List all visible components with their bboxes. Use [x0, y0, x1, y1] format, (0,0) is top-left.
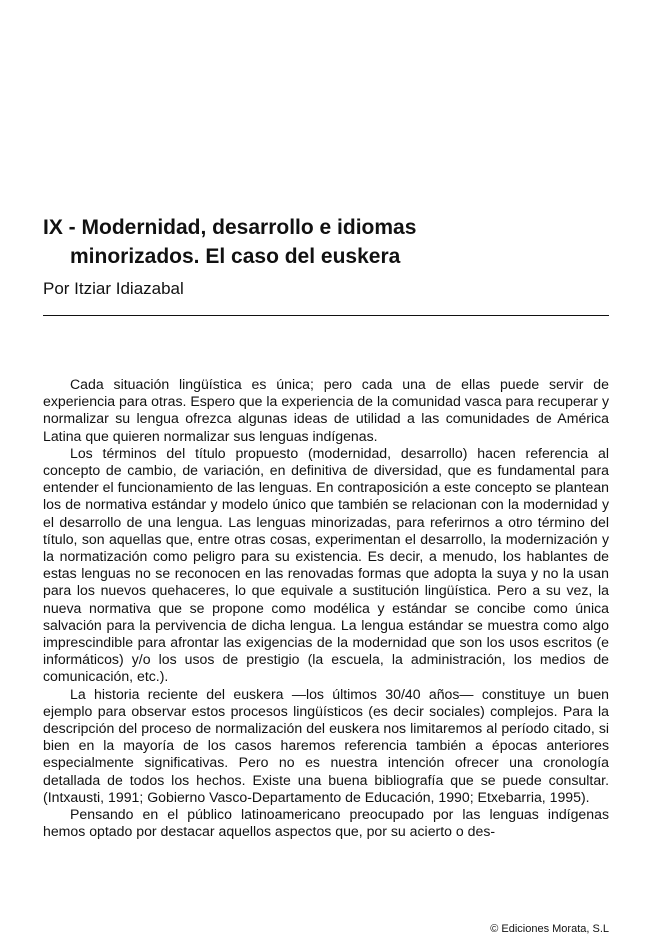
paragraph: La historia reciente del euskera —los últimos 30/40 años— constituye un buen ejemplo para observar estos procesos lingüísticos (es decir sociales) complejos. Para la descripción del proceso de normalización del euskera nos limitaremos al período citado, si bien en la mayoría de los casos haremos referencia también a épocas anteriores especialmente significativas. Pero no es nuestra intención ofrecer una cronología detallada de todos los hechos. Existe una buena bibliografía que se puede consultar. (Intxausti, 1991; Gobierno Vasco-Departamento de Educación, 1990; Etxebarria, 1995).	[43, 685, 609, 805]
title-divider	[43, 315, 609, 316]
chapter-title-line-2: minorizados. El caso del euskera	[70, 245, 401, 268]
body-text	[43, 376, 609, 840]
chapter-title	[43, 213, 613, 271]
chapter-title-line-1: IX - Modernidad, desarrollo e idiomas	[43, 216, 417, 239]
author-byline: Por Itziar Idiazabal	[43, 279, 184, 298]
paragraph: Cada situación lingüística es única; pero cada una de ellas puede servir de experiencia para otras. Espero que la experiencia de la comunidad vasca para recuperar y normalizar su lengua ofrezca algunas ideas de utilidad a las comunidades de América Latina que quieren normalizar sus lenguas indígenas.	[43, 376, 609, 444]
paragraph: Los términos del título propuesto (modernidad, desarrollo) hacen referencia al concepto de cambio, de variación, en definitiva de diversidad, que es fundamental para entender el funcionamiento de las lenguas. En contraposición a este concepto se plantean los de normativa estándar y modelo único que también se relacionan con la modernidad y el desarrollo de una lengua. Las lenguas minorizadas, para referirnos a otro término del título, son aquellas que, entre otras cosas, experimentan el desarrollo, la modernización y la normatización como peligro para su existencia. Es decir, a menudo, los hablantes de estas lenguas no se reconocen en las renovadas formas que adopta la suya y no la usan para los nuevos quehaceres, lo que equivale a sustitución lingüística. Pero a su vez, la nueva normativa que se propone como modélica y estándar se concibe como única salvación para la pervivencia de dicha lengua. La lengua estándar se muestra como algo imprescindible para afrontar las exigencias de la modernidad que son los usos escritos (e informáticos) y/o los usos de prestigio (la escuela, la administración, los medios de comunicación, etc.).	[43, 444, 609, 685]
paragraph: Pensando en el público latinoamericano preocupado por las lenguas indígenas hemos optado por destacar aquellos aspectos que, por su acierto o des-	[43, 806, 609, 840]
copyright-notice: © Ediciones Morata, S.L	[490, 923, 609, 935]
